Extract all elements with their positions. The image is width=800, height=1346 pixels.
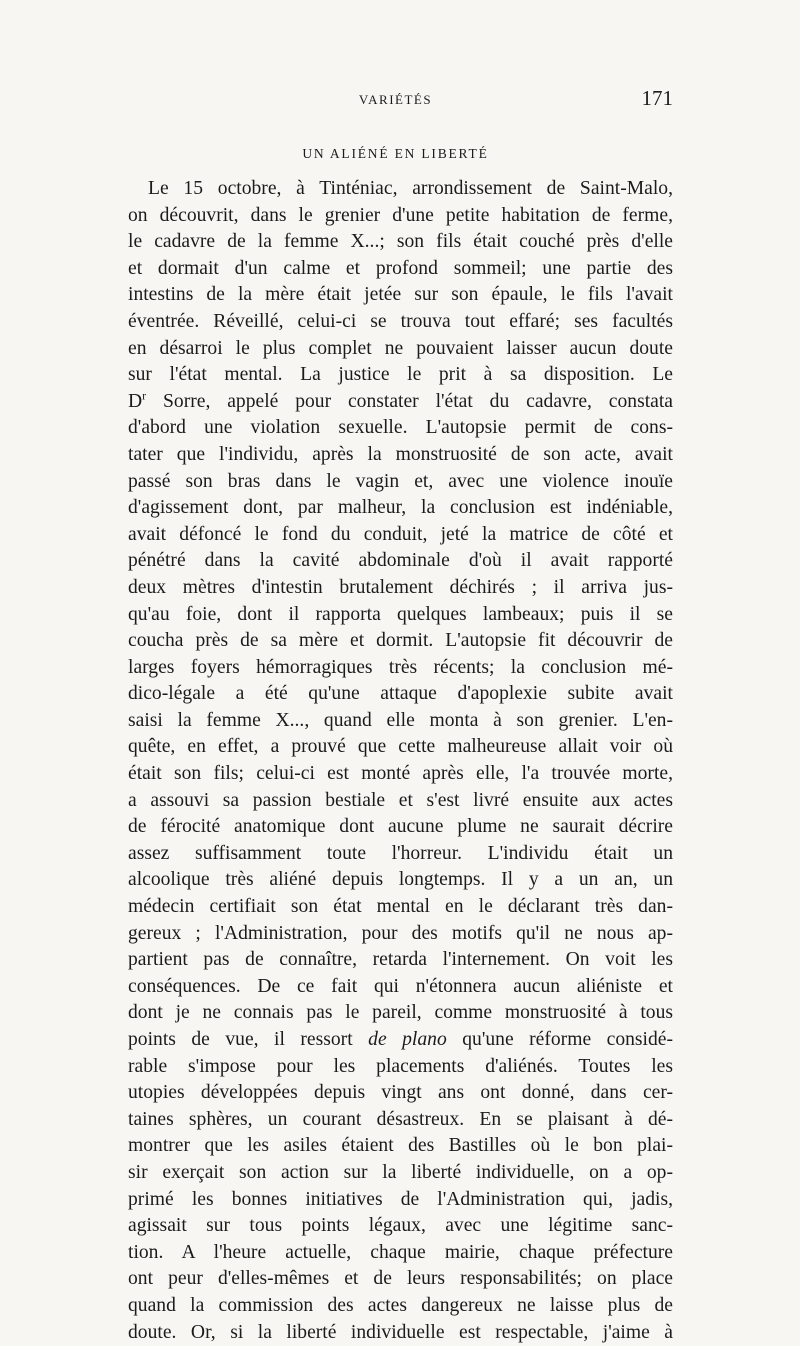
text-line: a assouvi sa passion bestiale et s'est livré ensuite aux actes — [128, 789, 673, 811]
text-line: deux mètres d'intestin brutalement déchirés ; il arriva jus- — [128, 576, 673, 598]
text-line: le cadavre de la femme X...; son fils était couché près d'elle — [128, 231, 673, 253]
text-line: coucha près de sa mère et dormit. L'autopsie fit découvrir de — [128, 630, 673, 652]
text-line: quête, en effet, a prouvé que cette malheureuse allait voir où — [128, 736, 673, 758]
text-line: primé les bonnes initiatives de l'Administration qui, jadis, — [128, 1188, 673, 1210]
text-line: tion. A l'heure actuelle, chaque mairie, chaque préfecture — [128, 1241, 673, 1263]
text-line: doute. Or, si la liberté individuelle est respectable, j'aime à — [128, 1321, 673, 1343]
text-line: assez suffisamment toute l'horreur. L'individu était un — [128, 842, 673, 864]
text-line: de férocité anatomique dont aucune plume ne saurait décrire — [128, 816, 673, 838]
text-line: médecin certifiait son état mental en le déclarant très dan- — [128, 896, 673, 918]
text-line: d'abord une violation sexuelle. L'autopsie permit de cons- — [128, 417, 673, 439]
text-line: montrer que les asiles étaient des Bastilles où le bon plai- — [128, 1135, 673, 1157]
text-line: en désarroi le plus complet ne pouvaient laisser aucun doute — [128, 337, 673, 359]
text-line: utopies développées depuis vingt ans ont donné, dans cer- — [128, 1082, 673, 1104]
text-line: agissait sur tous points légaux, avec une légitime sanc- — [128, 1215, 673, 1237]
article-title: UN ALIÉNÉ EN LIBERTÉ — [302, 146, 489, 161]
text-line: saisi la femme X..., quand elle monta à son grenier. L'en- — [128, 709, 673, 731]
text-line: intestins de la mère était jetée sur son épaule, le fils l'avait — [128, 284, 673, 306]
text-line: passé son bras dans le vagin et, avec une violence inouïe — [128, 470, 673, 492]
text-line: alcoolique très aliéné depuis longtemps. Il y a un an, un — [128, 869, 673, 891]
text-line: on découvrit, dans le grenier d'une petite habitation de ferme, — [128, 204, 673, 226]
text-line: était son fils; celui-ci est monté après elle, l'a trouvée morte, — [128, 763, 673, 785]
text-line: dico-légale a été qu'une attaque d'apoplexie subite avait — [128, 683, 673, 705]
text-line: ont peur d'elles-mêmes et de leurs responsabilités; on place — [128, 1268, 673, 1290]
text-line: rable s'impose pour les placements d'aliénés. Toutes les — [128, 1055, 673, 1077]
text-line: dont je ne connais pas le pareil, comme monstruosité à tous — [128, 1002, 673, 1024]
text-line: $D^r$ Sorre, appelé pour constater l'état du cadavre, constata — [128, 388, 673, 412]
text-line: tater que l'individu, après la monstruosité de son acte, avait — [128, 443, 673, 465]
text-line: larges foyers hémorragiques très récents; la conclusion mé- — [128, 656, 673, 678]
text-line: sur l'état mental. La justice le prit à sa disposition. Le — [128, 364, 673, 386]
text-line: sir exerçait son action sur la liberté individuelle, on a op- — [128, 1161, 673, 1183]
text-line: Le 15 octobre, à Tinténiac, arrondissement de Saint-Malo, — [148, 178, 673, 199]
text-line: pénétré dans la cavité abdominale d'où il avait rapporté — [128, 550, 673, 572]
text-line: quand la commission des actes dangereux ne laisse plus de — [128, 1294, 673, 1316]
text-line: points de vue, il ressort de plano qu'une réforme considé- — [128, 1029, 673, 1050]
text-line: d'agissement dont, par malheur, la conclusion est indéniable, — [128, 497, 673, 519]
page-number: 171 — [641, 86, 673, 110]
text-line: avait défoncé le fond du conduit, jeté la matrice de côté et — [128, 523, 673, 545]
article-body — [128, 176, 673, 1346]
text-line: partient pas de connaître, retarda l'internement. On voit les — [128, 949, 673, 971]
text-line: conséquences. De ce fait qui n'étonnera aucun aliéniste et — [128, 975, 673, 997]
text-line: et dormait d'un calme et profond sommeil; une partie des — [128, 257, 673, 279]
text-line: gereux ; l'Administration, pour des motifs qu'il ne nous ap- — [128, 922, 673, 944]
text-line: éventrée. Réveillé, celui-ci se trouva tout effaré; ses facultés — [128, 310, 673, 332]
running-title: VARIÉTÉS — [358, 92, 433, 107]
running-head — [118, 86, 673, 116]
text-line: qu'au foie, dont il rapporta quelques lambeaux; puis il se — [128, 603, 673, 625]
text-line: taines sphères, un courant désastreux. En se plaisant à dé- — [128, 1108, 673, 1130]
